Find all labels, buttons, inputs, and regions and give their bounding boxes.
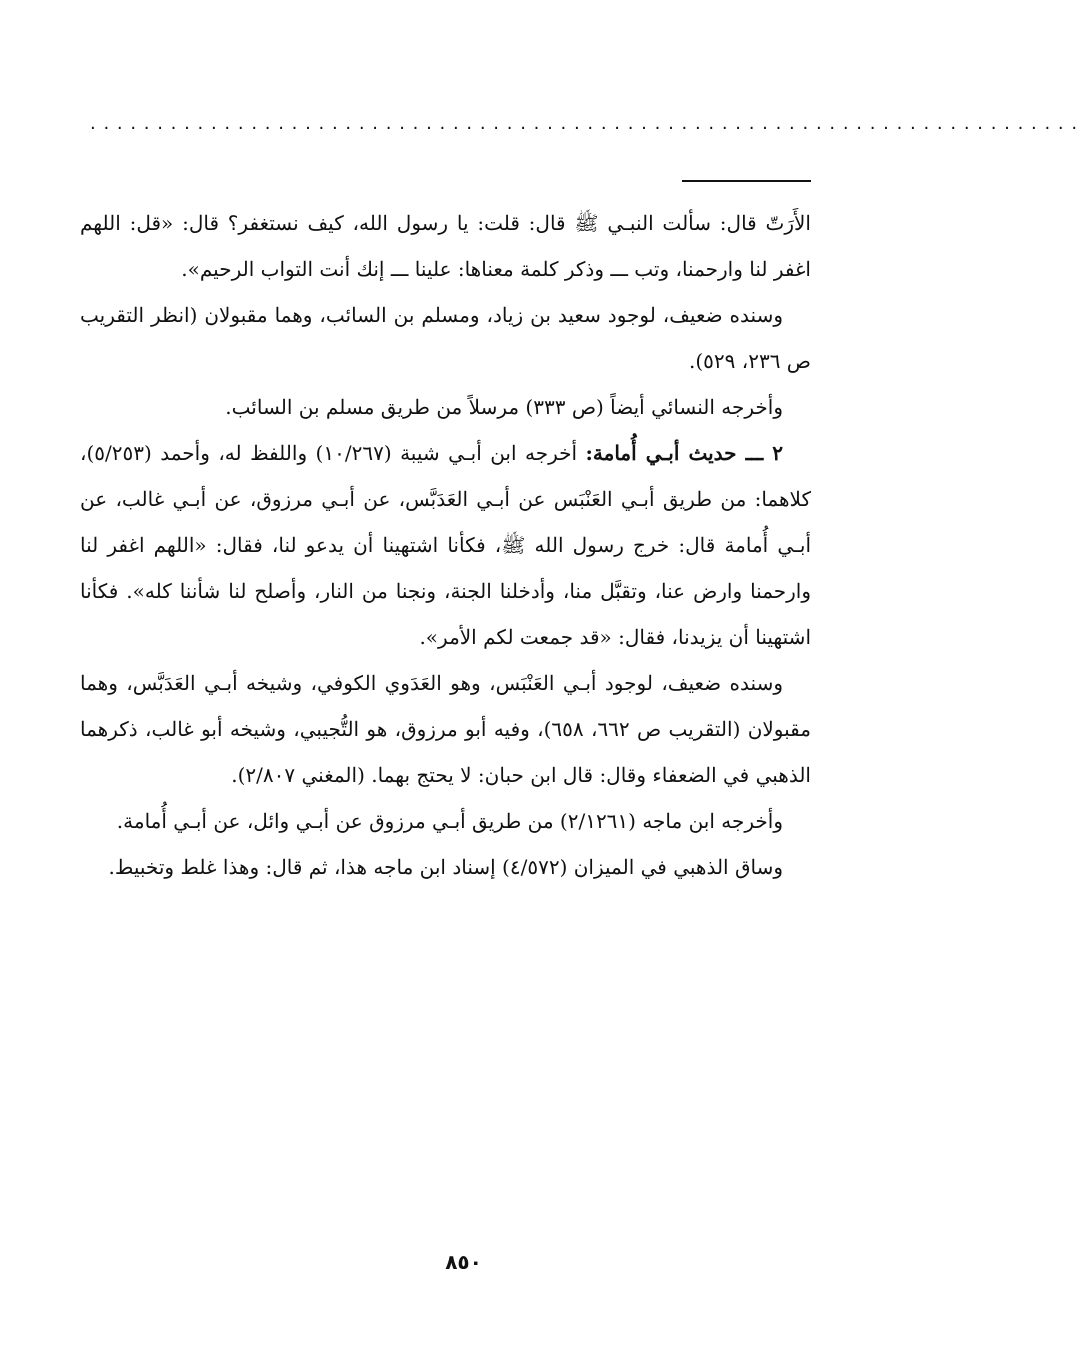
- paragraph-4: [80, 430, 811, 660]
- paragraph-3-text: وأخرجه النسائي أيضاً (ص ٣٣٣) مرسلاً من طريق مسلم بن السائب.: [225, 395, 783, 419]
- paragraph-4-text: أخرجه ابن أبـي شيبة (١٠/٢٦٧) واللفظ له، وأحمد (٥/٢٥٣)، كلاهما: من طريق أبـي العَنْبَس عن أبـي العَدَبَّس، عن أبـي مرزوق، عن أبـي غالب، عن أبـي أُمامة قال: خرج رسول الله ﷺ، فكأنا اشتهينا أن يدعو لنا، فقال: «اللهم اغفر لنا وارحمنا وارض عنا، وتقبَّل منا، وأدخلنا الجنة، ونجنا من النار، وأصلح لنا شأننا كله». فكأنا اشتهينا أن يزيدنا، فقال: «قد جمعت لكم الأمر».: [80, 441, 811, 649]
- paragraph-3: [80, 384, 811, 430]
- paragraph-1-text: الأَرَتّ قال: سألت النبـي ﷺ قال: قلت: يا رسول الله، كيف نستغفر؟ قال: «قل: اللهم اغفر لنا وارحمنا، وتب ـــ وذكر كلمة معناها: علينا ـــ إنك أنت التواب الرحيم».: [80, 211, 811, 281]
- page-body: [80, 200, 811, 890]
- separator-dots: · · · · · · · · · · · · · · · · · · · · · · · · · · · · · · · · · · · · · · · · · · · · · · · · · · · · · · · · · · · · · · · · · · · · · · · · · ·: [90, 118, 1078, 139]
- paragraph-6-text: وأخرجه ابن ماجه (٢/١٢٦١) من طريق أبـي مرزوق عن أبـي وائل، عن أبـي أُمامة.: [116, 809, 783, 833]
- paragraph-2: [80, 292, 811, 384]
- paragraph-6: [80, 798, 811, 844]
- paragraph-5: [80, 660, 811, 798]
- paragraph-5-text: وسنده ضعيف، لوجود أبـي العَنْبَس، وهو العَدَوي الكوفي، وشيخه أبـي العَدَبَّس، وهما مقبولان (التقريب ص ٦٦٢، ٦٥٨)، وفيه أبو مرزوق، هو التُّجيبي، وشيخه أبو غالب، ذكرهما الذهبي في الضعفاء وقال: قال ابن حبان: لا يحتج بهما. (المغني ٢/٨٠٧).: [80, 671, 812, 787]
- hadith-heading: ٢ ـــ حديث أبـي أُمامة:: [585, 441, 783, 465]
- footnote-rule: [682, 180, 811, 182]
- paragraph-7: [80, 844, 811, 890]
- page-number: ٨٥٠: [445, 1250, 482, 1274]
- paragraph-2-text: وسنده ضعيف، لوجود سعيد بن زياد، ومسلم بن السائب، وهما مقبولان (انظر التقريب ص ٢٣٦، ٥٢٩).: [80, 303, 811, 373]
- paragraph-7-text: وساق الذهبي في الميزان (٤/٥٧٢) إسناد ابن ماجه هذا، ثم قال: وهذا غلط وتخبيط.: [108, 855, 783, 879]
- paragraph-1: [80, 200, 811, 292]
